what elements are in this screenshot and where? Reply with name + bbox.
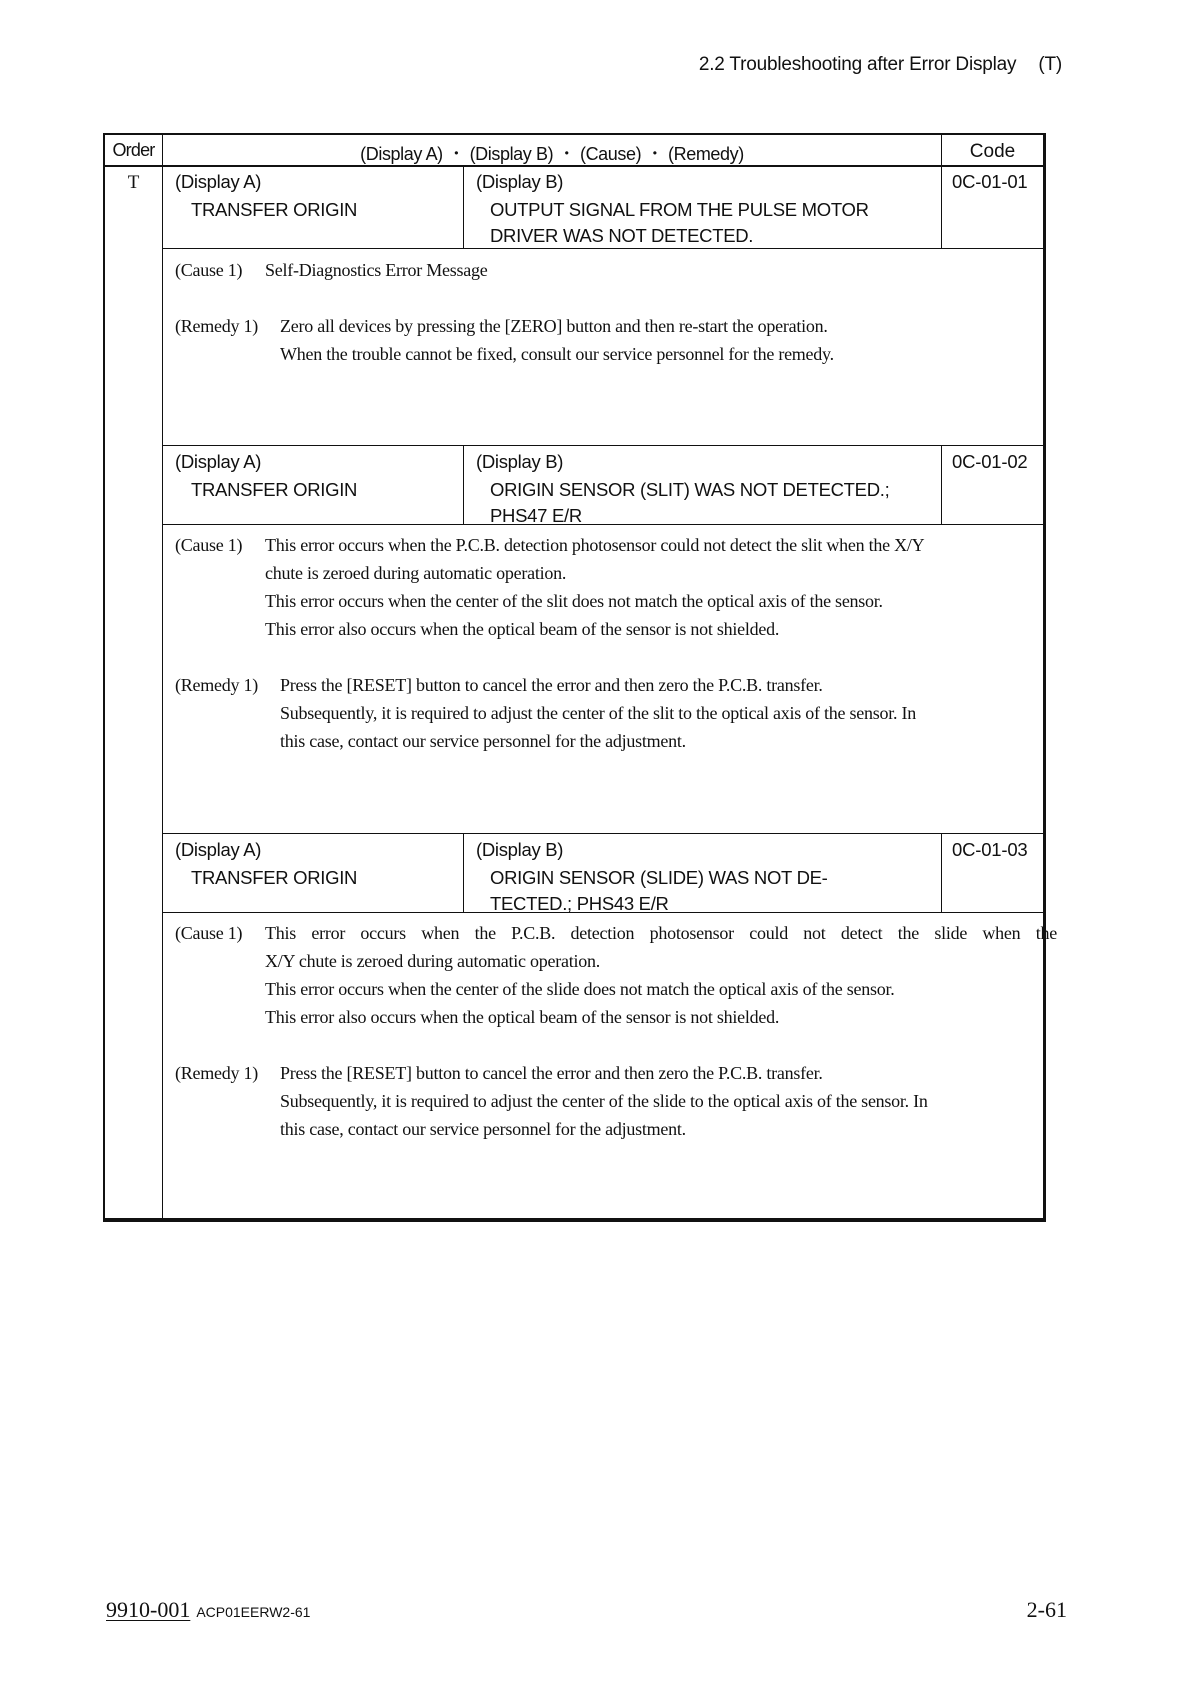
- cause-tag: (Cause 1): [175, 260, 243, 280]
- header-order: Order: [112, 140, 155, 160]
- display-b-label: (Display B): [476, 839, 564, 860]
- running-head: [699, 54, 1062, 76]
- page-number: 2-61: [1026, 1597, 1067, 1622]
- display-row: [163, 445, 1043, 525]
- cause-line: chute is zeroed during automatic operation.: [265, 563, 567, 583]
- display-a-label: (Display A): [175, 839, 262, 860]
- running-head-title: 2.2 Troubleshooting after Error Display: [698, 54, 1017, 75]
- error-code: 0C-01-02: [941, 446, 1043, 524]
- display-a-value: TRANSFER ORIGIN: [191, 479, 358, 500]
- remedy-line: When the trouble cannot be fixed, consult our service personnel for the remedy.: [280, 344, 834, 364]
- remedy-tag: (Remedy 1): [175, 1063, 258, 1083]
- display-b-value: [490, 197, 950, 249]
- remedy-line: Subsequently, it is required to adjust the center of the slide to the optical axis of the sensor. In: [280, 1091, 928, 1111]
- cause-remedy-block: [175, 531, 1035, 755]
- cause-line: Self-Diagnostics Error Message: [265, 260, 488, 280]
- remedy-tag: (Remedy 1): [175, 316, 258, 336]
- cause-remedy-block: [175, 919, 1057, 1143]
- remedy-paragraph: [175, 312, 1035, 368]
- cause-line: X/Y chute is zeroed during automatic operation.: [265, 951, 600, 971]
- display-b-line: TECTED.; PHS43 E/R: [490, 893, 669, 914]
- display-b-label: (Display B): [476, 451, 564, 472]
- remedy-paragraph: [175, 671, 1035, 755]
- display-b-cell: [464, 166, 941, 248]
- display-b-line: OUTPUT SIGNAL FROM THE PULSE MOTOR: [490, 199, 869, 220]
- display-a-label: (Display A): [175, 451, 262, 472]
- document-id: ACP01EERW2-61: [196, 1604, 311, 1620]
- footer-left: [106, 1597, 310, 1623]
- remedy-line: this case, contact our service personnel for the adjustment.: [280, 731, 686, 751]
- remedy-line: Zero all devices by pressing the [ZERO] button and then re-start the operation.: [280, 316, 828, 336]
- cause-paragraph: [175, 919, 1057, 1031]
- display-row: [163, 833, 1043, 913]
- cause-line: This error also occurs when the optical beam of the sensor is not shielded.: [265, 1007, 780, 1027]
- header-code: Code: [941, 135, 1043, 165]
- display-a-cell: [163, 834, 464, 912]
- running-head-section: (T): [1038, 54, 1062, 75]
- display-b-line: ORIGIN SENSOR (SLIDE) WAS NOT DE-: [490, 867, 828, 888]
- display-b-line: ORIGIN SENSOR (SLIT) WAS NOT DETECTED.;: [490, 479, 890, 500]
- display-b-line: DRIVER WAS NOT DETECTED.: [490, 225, 754, 246]
- cause-line: This error occurs when the P.C.B. detection photosensor could not detect the slit when the X/Y: [265, 535, 925, 555]
- remedy-tag: (Remedy 1): [175, 675, 258, 695]
- remedy-line: this case, contact our service personnel for the adjustment.: [280, 1119, 686, 1139]
- display-b-line: PHS47 E/R: [490, 505, 582, 526]
- display-b-cell: [464, 446, 941, 524]
- display-b-value: [490, 477, 950, 529]
- table-header-row: [105, 135, 1043, 167]
- display-a-cell: [163, 446, 464, 524]
- cause-tag: (Cause 1): [175, 923, 243, 943]
- cause-paragraph: [175, 531, 1035, 643]
- display-a-value: TRANSFER ORIGIN: [191, 867, 358, 888]
- error-code: 0C-01-01: [941, 166, 1043, 248]
- display-a-value: TRANSFER ORIGIN: [191, 199, 358, 220]
- error-code: 0C-01-03: [941, 834, 1043, 912]
- cause-remedy-block: [175, 256, 1035, 368]
- troubleshooting-table: [103, 133, 1057, 1222]
- remedy-line: Press the [RESET] button to cancel the error and then zero the P.C.B. transfer.: [280, 1063, 823, 1083]
- display-b-value: [490, 865, 950, 917]
- cause-line: This error occurs when the center of the slide does not match the optical axis of the sensor.: [265, 979, 895, 999]
- display-a-label: (Display A): [175, 171, 262, 192]
- display-a-cell: [163, 166, 464, 248]
- cause-line: This error occurs when the center of the slit does not match the optical axis of the sensor.: [265, 591, 883, 611]
- display-b-cell: [464, 834, 941, 912]
- cause-paragraph: [175, 256, 1035, 284]
- cause-tag: (Cause 1): [175, 535, 243, 555]
- remedy-line: Subsequently, it is required to adjust the center of the slit to the optical axis of the sensor. In: [280, 703, 916, 723]
- order-value: T: [127, 172, 140, 193]
- header-content: (Display A) ・ (Display B) ・ (Cause) ・ (Remedy): [360, 144, 744, 164]
- cause-line: This error also occurs when the optical beam of the sensor is not shielded.: [265, 619, 780, 639]
- document-number: 9910-001: [106, 1597, 191, 1622]
- order-column: [105, 135, 163, 1218]
- cause-line: This error occurs when the P.C.B. detection photosensor could not detect the slide when the: [265, 923, 1057, 943]
- display-b-label: (Display B): [476, 171, 564, 192]
- display-row: [163, 166, 1043, 249]
- remedy-paragraph: [175, 1059, 1035, 1143]
- remedy-line: Press the [RESET] button to cancel the error and then zero the P.C.B. transfer.: [280, 675, 823, 695]
